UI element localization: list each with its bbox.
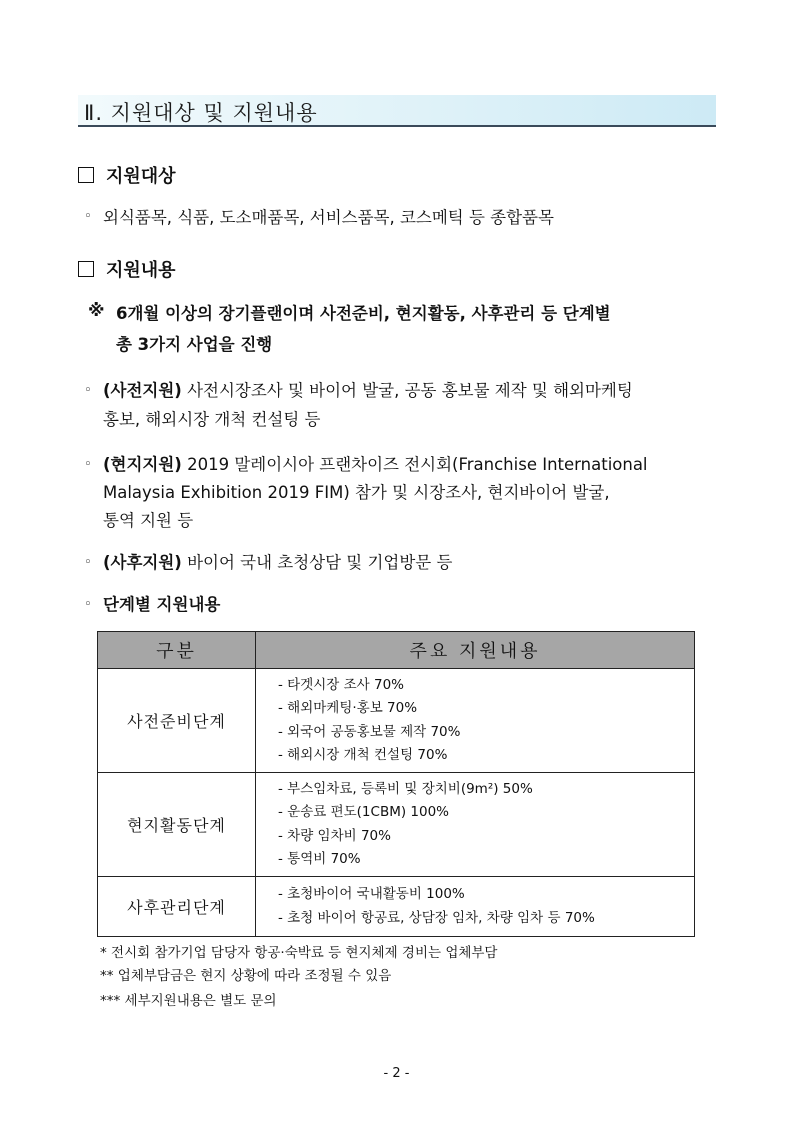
bullet-icon: ◦ — [84, 597, 92, 612]
reference-mark-icon: ※ — [88, 301, 105, 321]
checkbox-square-icon — [78, 167, 94, 183]
support-item: - 타겟시장 조사 70% — [278, 676, 404, 693]
table-header-content: 주요 지원내용 — [256, 632, 695, 669]
footnote-1: * 전시회 참가기업 담당자 항공·숙박료 등 현지체제 경비는 업체부담 — [100, 945, 498, 961]
table-header-category: 구분 — [98, 632, 256, 669]
stage-cell: 사후관리단계 — [98, 877, 256, 937]
footnote-3: *** 세부지원내용은 별도 문의 — [100, 993, 277, 1009]
table-header-row — [98, 632, 695, 669]
post-support-line-1: (사후지원) 바이어 국내 초청상담 및 기업방문 등 — [103, 553, 453, 572]
local-support-line-3: 통역 지원 등 — [103, 511, 194, 530]
post-support-label: (사후지원) — [103, 553, 182, 572]
pre-support-line-2: 홍보, 해외시장 개척 컨설팅 등 — [103, 410, 321, 429]
support-item: - 부스임차료, 등록비 및 장치비(9m²) 50% — [278, 780, 533, 797]
table-row — [98, 773, 695, 877]
bullet-icon: ◦ — [84, 457, 92, 472]
items-cell — [256, 773, 695, 877]
support-item: - 초청바이어 국내활동비 100% — [278, 886, 465, 902]
target-text: 외식품목, 식품, 도소매품목, 서비스품목, 코스메틱 등 종합품목 — [103, 208, 554, 227]
footnote-2: ** 업체부담금은 현지 상황에 따라 조정될 수 있음 — [100, 968, 392, 984]
stage-support-title: 단계별 지원내용 — [103, 595, 221, 614]
checkbox-square-icon — [78, 261, 94, 277]
pre-support-line-1: (사전지원) 사전시장조사 및 바이어 발굴, 공동 홍보물 제작 및 해외마케팅 — [103, 381, 633, 400]
page-number: - 2 - — [383, 1066, 410, 1081]
section-header-title: Ⅱ. 지원대상 및 지원내용 — [84, 101, 318, 125]
support-table — [97, 631, 695, 937]
support-item: - 차량 임차비 70% — [278, 827, 391, 844]
items-cell — [256, 669, 695, 773]
support-item: - 초청 바이어 항공료, 상담장 임차, 차량 임차 등 70% — [278, 909, 595, 926]
stage-cell: 현지활동단계 — [98, 773, 256, 877]
items-cell — [256, 877, 695, 937]
content-section-title: 지원내용 — [78, 256, 176, 282]
support-item: - 해외시장 개척 컨설팅 70% — [278, 747, 448, 763]
support-item: - 운송료 편도(1CBM) 100% — [278, 804, 450, 820]
bullet-icon: ◦ — [84, 555, 92, 570]
table-row — [98, 669, 695, 773]
note-line-1: 6개월 이상의 장기플랜이며 사전준비, 현지활동, 사후관리 등 단계별 — [116, 304, 611, 323]
pre-support-label: (사전지원) — [103, 381, 182, 400]
local-support-label: (현지지원) — [103, 455, 182, 474]
bullet-icon: ◦ — [84, 383, 92, 398]
local-support-line-1: (현지지원) 2019 말레이시아 프랜차이즈 전시회(Franchise International — [103, 455, 648, 474]
support-item: - 해외마케팅·홍보 70% — [278, 700, 418, 716]
target-section-title: 지원대상 — [78, 162, 176, 188]
note-line-2: 총 3가지 사업을 진행 — [116, 335, 273, 354]
section-header — [78, 95, 716, 127]
support-item: - 외국어 공동홍보물 제작 70% — [278, 723, 461, 740]
table-row — [98, 877, 695, 937]
support-item: - 통역비 70% — [278, 851, 361, 867]
bullet-icon: ◦ — [84, 209, 92, 224]
local-support-line-2: Malaysia Exhibition 2019 FIM) 참가 및 시장조사, 현지바이어 발굴, — [103, 483, 610, 502]
stage-cell: 사전준비단계 — [98, 669, 256, 773]
